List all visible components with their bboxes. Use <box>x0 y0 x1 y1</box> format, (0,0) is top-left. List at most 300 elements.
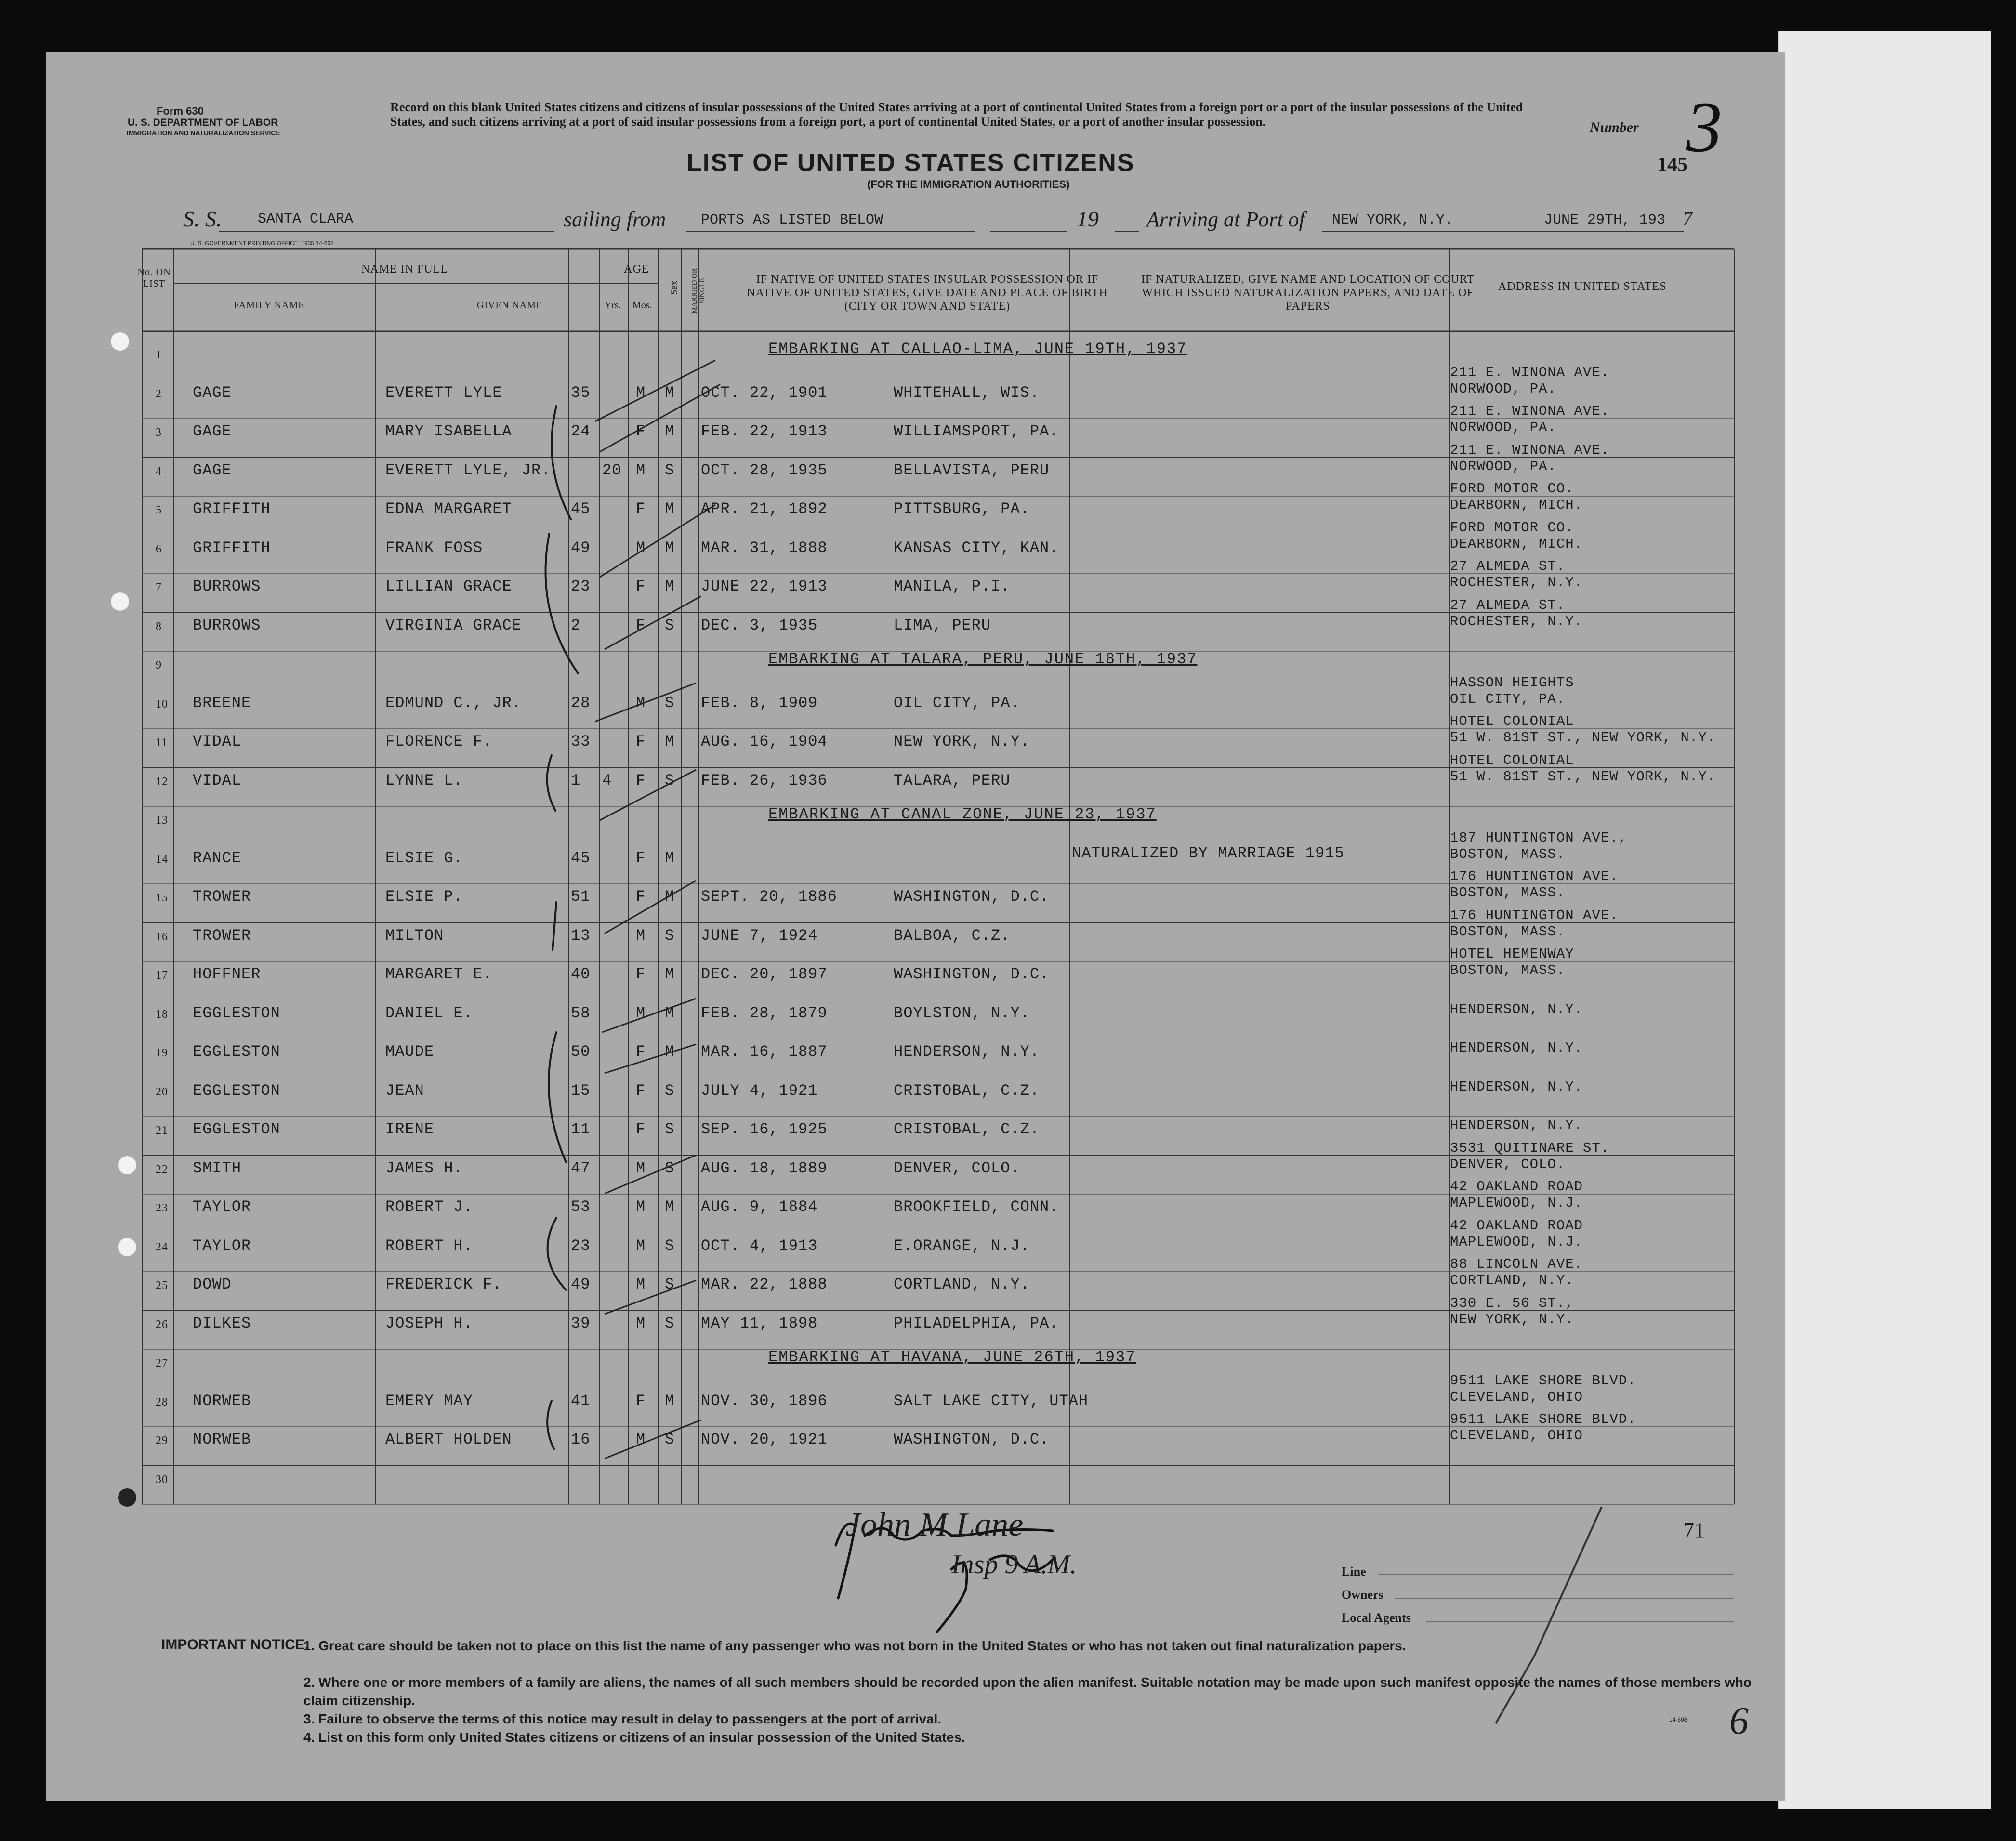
inspector-signature: John M Lane <box>845 1506 1024 1543</box>
manifest-sheet <box>46 52 1785 1801</box>
marital-status: S <box>665 616 675 634</box>
address-line-1: 9511 LAKE SHORE BLVD. <box>1450 1411 1636 1427</box>
address-line-2: HENDERSON, N.Y. <box>1450 1078 1583 1095</box>
birth-date: AUG. 18, 1889 <box>701 1159 828 1177</box>
row-number: 11 <box>156 736 168 749</box>
given-name: MAUDE <box>385 1043 435 1061</box>
bracket-mark <box>547 755 555 811</box>
line-label: Line <box>1342 1565 1366 1578</box>
age-years: 39 <box>571 1314 591 1332</box>
given-name: LILLIAN GRACE <box>385 578 512 595</box>
birth-place: KANSAS CITY, KAN. <box>894 539 1059 557</box>
birth-place: CORTLAND, N.Y. <box>894 1276 1030 1293</box>
birth-place: WILLIAMSPORT, PA. <box>894 422 1059 440</box>
address-line-1: 211 E. WINONA AVE. <box>1450 403 1610 419</box>
age-years: 15 <box>571 1081 591 1100</box>
birth-date: JULY 4, 1921 <box>701 1081 818 1100</box>
marital-status: S <box>665 1276 675 1293</box>
bracket-mark <box>549 1032 566 1162</box>
birth-date: FEB. 26, 1936 <box>701 771 828 789</box>
sex: F <box>636 422 646 440</box>
address-line-2: NORWOOD, PA. <box>1450 381 1556 397</box>
header-address: ADDRESS IN UNITED STATES <box>1498 280 1667 293</box>
age-years: 16 <box>571 1431 591 1448</box>
marital-status: M <box>665 1043 675 1061</box>
row-number: 17 <box>156 969 168 982</box>
age-years: 33 <box>571 733 591 750</box>
sex: F <box>636 1120 646 1138</box>
given-name: EMERY MAY <box>385 1392 473 1410</box>
year-prefix: 19 <box>1077 207 1099 231</box>
given-name: JAMES H. <box>385 1159 463 1177</box>
naturalization-info: NATURALIZED BY MARRIAGE 1915 <box>1072 844 1344 862</box>
family-name: GRIFFITH <box>193 500 271 518</box>
sex: M <box>636 1198 646 1216</box>
sex: F <box>636 1392 646 1410</box>
given-name: JOSEPH H. <box>385 1314 473 1332</box>
address-line-2: OIL CITY, PA. <box>1450 691 1566 707</box>
birth-date: NOV. 30, 1896 <box>701 1392 828 1410</box>
notice-item: 1. Great care should be taken not to place on this list the name of any passenger who was not born in the United States or who has not taken out final naturalization papers. <box>303 1638 1406 1653</box>
address-line-2: 51 W. 81ST ST., NEW YORK, N.Y. <box>1450 768 1716 785</box>
birth-date: AUG. 9, 1884 <box>701 1198 818 1216</box>
birth-place: PITTSBURG, PA. <box>894 500 1030 518</box>
birth-date: APR. 21, 1892 <box>701 500 828 518</box>
row-number: 24 <box>156 1240 168 1253</box>
marital-status: S <box>665 694 675 712</box>
row-number: 23 <box>156 1202 168 1214</box>
family-name: DOWD <box>193 1276 232 1293</box>
age-years: 40 <box>571 965 591 983</box>
given-name: EVERETT LYLE, JR. <box>385 461 551 479</box>
sex: M <box>636 383 646 402</box>
marital-status: M <box>665 1392 675 1410</box>
age-years: 47 <box>571 1159 591 1177</box>
birth-place: BELLAVISTA, PERU <box>894 461 1050 479</box>
departure-ports: PORTS AS LISTED BELOW <box>701 212 883 228</box>
address-line-1: 330 E. 56 ST., <box>1450 1295 1574 1311</box>
arriving-label: Arriving at Port of <box>1146 208 1305 231</box>
address-line-2: NORWOOD, PA. <box>1450 458 1556 474</box>
given-name: IRENE <box>385 1120 435 1138</box>
address-line-2: BOSTON, MASS. <box>1450 846 1566 862</box>
header-given-name: GIVEN NAME <box>477 300 543 311</box>
row-number: 7 <box>156 581 162 594</box>
row-number: 3 <box>156 426 162 439</box>
given-name: EDMUND C., JR. <box>385 694 522 712</box>
header-name-in-full: NAME IN FULL <box>361 263 448 276</box>
header-years: Yrs. <box>605 300 621 311</box>
address-line-1: 88 LINCOLN AVE. <box>1450 1256 1583 1272</box>
corner-mark: 6 <box>1729 1700 1749 1742</box>
address-line-1: 3531 QUITINARE ST. <box>1450 1140 1610 1156</box>
given-name: VIRGINIA GRACE <box>385 616 522 634</box>
row-number: 8 <box>156 620 162 633</box>
age-years: 23 <box>571 578 591 595</box>
birth-place: BOYLSTON, N.Y. <box>894 1004 1030 1022</box>
age-years: 2 <box>571 616 581 634</box>
bracket-mark <box>553 902 556 950</box>
age-years: 23 <box>571 1236 591 1255</box>
birth-place: HENDERSON, N.Y. <box>894 1043 1040 1061</box>
age-years: 24 <box>571 422 591 440</box>
address-line-1: FORD MOTOR CO. <box>1450 519 1574 536</box>
birth-date: DEC. 3, 1935 <box>701 616 818 634</box>
row-number: 28 <box>156 1395 168 1408</box>
bracket-mark <box>546 534 579 673</box>
marital-status: M <box>665 965 675 983</box>
marital-status: S <box>665 1081 675 1100</box>
ss-label: S. S. <box>183 207 222 231</box>
row-number: 2 <box>156 387 162 400</box>
birth-date: FEB. 28, 1879 <box>701 1004 828 1022</box>
address-line-2: ROCHESTER, N.Y. <box>1450 575 1583 591</box>
sex: M <box>636 1314 646 1332</box>
inspection-note: Insp 9 A.M. <box>951 1550 1077 1579</box>
age-months: 4 <box>602 771 612 789</box>
marital-status: S <box>665 1236 675 1255</box>
family-name: HOFFNER <box>193 965 261 983</box>
owners-label: Owners <box>1342 1588 1384 1602</box>
sex: F <box>636 733 646 750</box>
footer-code: 14-608 <box>1669 1716 1687 1723</box>
age-years: 11 <box>571 1120 591 1138</box>
sex: F <box>636 1081 646 1100</box>
address-line-2: BOSTON, MASS. <box>1450 923 1566 940</box>
row-number: 26 <box>156 1318 168 1331</box>
sex: F <box>636 849 646 867</box>
sex: M <box>636 1276 646 1293</box>
row-number: 9 <box>156 659 162 671</box>
form-title: LIST OF UNITED STATES CITIZENS <box>686 149 1135 177</box>
row-number: 13 <box>156 814 168 827</box>
family-name: EGGLESTON <box>193 1004 280 1022</box>
marital-status: M <box>665 888 675 906</box>
birth-date: OCT. 22, 1901 <box>701 383 828 402</box>
family-name: GAGE <box>193 422 232 440</box>
section-heading: EMBARKING AT CANAL ZONE, JUNE 23, 1937 <box>768 805 1157 823</box>
count-annotation: 71 <box>1684 1518 1705 1542</box>
section-heading: EMBARKING AT CALLAO-LIMA, JUNE 19TH, 1937 <box>768 340 1187 358</box>
birth-date: SEPT. 20, 1886 <box>701 888 837 906</box>
arrival-port: NEW YORK, N.Y. <box>1332 212 1454 228</box>
age-months: 20 <box>602 461 622 479</box>
given-name: ROBERT J. <box>385 1198 473 1216</box>
birth-date: AUG. 16, 1904 <box>701 733 828 750</box>
age-years: 35 <box>571 383 591 402</box>
row-number: 16 <box>156 930 168 943</box>
birth-place: PHILADELPHIA, PA. <box>894 1314 1059 1332</box>
birth-date: MAY 11, 1898 <box>701 1314 818 1332</box>
given-name: FRANK FOSS <box>385 539 483 557</box>
sex: F <box>636 616 646 634</box>
marital-status: M <box>665 849 675 867</box>
birth-date: FEB. 22, 1913 <box>701 422 828 440</box>
row-number: 6 <box>156 542 162 555</box>
address-line-2: CLEVELAND, OHIO <box>1450 1428 1583 1444</box>
bracket-mark <box>547 1401 554 1449</box>
form-intro: Record on this blank United States citizens and citizens of insular possessions of the United States arriving at a port of continental United States from a foreign port or a port of the insular possessions of the United States, and such citizens arriving at a port of said insular possessions from a foreign port, a port of continental United States, or a port of another insular possession. <box>390 100 1523 129</box>
family-name: GRIFFITH <box>193 539 271 557</box>
family-name: EGGLESTON <box>193 1120 280 1138</box>
birth-place: WHITEHALL, WIS. <box>894 383 1040 402</box>
address-line-2: CLEVELAND, OHIO <box>1450 1389 1583 1405</box>
given-name: MILTON <box>385 926 444 945</box>
address-line-2: MAPLEWOOD, N.J. <box>1450 1234 1583 1250</box>
address-line-1: 211 E. WINONA AVE. <box>1450 442 1610 458</box>
age-years: 49 <box>571 1276 591 1293</box>
birth-date: NOV. 20, 1921 <box>701 1431 828 1448</box>
given-name: EVERETT LYLE <box>385 383 502 402</box>
sex: M <box>636 461 646 479</box>
punch-hole <box>111 592 129 611</box>
row-number: 30 <box>156 1473 168 1486</box>
given-name: MARY ISABELLA <box>385 422 512 440</box>
sex: F <box>636 500 646 518</box>
sex: F <box>636 965 646 983</box>
birth-date: MAR. 22, 1888 <box>701 1276 828 1293</box>
row-number: 27 <box>156 1357 168 1369</box>
address-line-1: 42 OAKLAND ROAD <box>1450 1217 1583 1234</box>
given-name: FLORENCE F. <box>385 733 493 750</box>
local-agents-label: Local Agents <box>1342 1611 1411 1625</box>
marital-status: M <box>665 383 675 402</box>
row-number: 22 <box>156 1163 168 1176</box>
family-name: SMITH <box>193 1159 242 1177</box>
row-number: 12 <box>156 775 168 788</box>
family-name: VIDAL <box>193 733 242 750</box>
age-years: 1 <box>571 771 581 789</box>
notice-item: 3. Failure to observe the terms of this notice may result in delay to passengers at the port of arrival. <box>303 1711 942 1726</box>
age-years: 28 <box>571 694 591 712</box>
marital-status: M <box>665 500 675 518</box>
age-years: 51 <box>571 888 591 906</box>
birth-place: SALT LAKE CITY, UTAH <box>894 1392 1089 1410</box>
address-line-2: HENDERSON, N.Y. <box>1450 1040 1583 1056</box>
row-number: 15 <box>156 892 168 904</box>
address-line-2: ROCHESTER, N.Y. <box>1450 613 1583 630</box>
address-line-1: 9511 LAKE SHORE BLVD. <box>1450 1372 1636 1389</box>
birth-date: MAR. 16, 1887 <box>701 1043 828 1061</box>
row-number: 1 <box>156 349 162 361</box>
birth-place: MANILA, P.I. <box>894 578 1011 595</box>
birth-place: OIL CITY, PA. <box>894 694 1020 712</box>
family-name: TAYLOR <box>193 1198 251 1216</box>
arrival-year-handwritten: 7 <box>1683 208 1692 229</box>
address-line-2: DEARBORN, MICH. <box>1450 536 1583 552</box>
given-name: ROBERT H. <box>385 1236 473 1255</box>
family-name: TROWER <box>193 888 251 906</box>
family-name: NORWEB <box>193 1392 251 1410</box>
family-name: BURROWS <box>193 616 261 634</box>
given-name: LYNNE L. <box>385 771 463 789</box>
address-line-2: DENVER, COLO. <box>1450 1156 1566 1172</box>
address-line-2: 51 W. 81ST ST., NEW YORK, N.Y. <box>1450 730 1716 746</box>
birth-date: DEC. 20, 1897 <box>701 965 828 983</box>
form-subtitle: (FOR THE IMMIGRATION AUTHORITIES) <box>867 178 1070 190</box>
age-years: 53 <box>571 1198 591 1216</box>
service-name: IMMIGRATION AND NATURALIZATION SERVICE <box>127 129 280 137</box>
family-name: BREENE <box>193 694 251 712</box>
birth-date: JUNE 7, 1924 <box>701 926 818 945</box>
sex: M <box>636 926 646 945</box>
family-name: DILKES <box>193 1314 251 1332</box>
birth-date: FEB. 8, 1909 <box>701 694 818 712</box>
given-name: ELSIE G. <box>385 849 463 867</box>
birth-place: NEW YORK, N.Y. <box>894 733 1030 750</box>
given-name: EDNA MARGARET <box>385 500 512 518</box>
family-name: EGGLESTON <box>193 1043 280 1061</box>
marital-status: S <box>665 771 675 789</box>
bracket-mark <box>548 1218 566 1290</box>
birth-place: WASHINGTON, D.C. <box>894 965 1050 983</box>
family-name: GAGE <box>193 461 232 479</box>
birth-place: E.ORANGE, N.J. <box>894 1236 1030 1255</box>
section-heading: EMBARKING AT TALARA, PERU, JUNE 18TH, 1937 <box>768 650 1198 668</box>
row-number: 14 <box>156 853 168 866</box>
header-sex: Sex <box>669 280 680 295</box>
row-number: 19 <box>156 1047 168 1059</box>
address-line-1: 211 E. WINONA AVE. <box>1450 364 1610 381</box>
given-name: ELSIE P. <box>385 888 463 906</box>
department-name: U. S. DEPARTMENT OF LABOR <box>128 117 278 128</box>
address-line-2: CORTLAND, N.Y. <box>1450 1273 1574 1289</box>
section-heading: EMBARKING AT HAVANA, JUNE 26TH, 1937 <box>768 1348 1136 1366</box>
address-line-1: 27 ALMEDA ST. <box>1450 558 1566 574</box>
birth-place: TALARA, PERU <box>894 771 1011 789</box>
row-number: 10 <box>156 697 168 710</box>
row-number: 18 <box>156 1008 168 1021</box>
row-number: 29 <box>156 1434 168 1447</box>
family-name: EGGLESTON <box>193 1081 280 1100</box>
header-married-single: MARRIED OR SINGLE <box>691 268 706 314</box>
marital-status: M <box>665 578 675 595</box>
birth-date: OCT. 28, 1935 <box>701 461 828 479</box>
address-line-2: DEARBORN, MICH. <box>1450 497 1583 513</box>
address-line-2: BOSTON, MASS. <box>1450 885 1566 901</box>
given-name: MARGARET E. <box>385 965 493 983</box>
sex: M <box>636 1236 646 1255</box>
notice-item: 2. Where one or more members of a family are aliens, the names of all such members should be recorded upon the alien manifest. Suitable notation may be made upon such manifest opposite the names of those members who claim citizenship. <box>303 1675 1752 1708</box>
sex: F <box>636 1043 646 1061</box>
form-number: Form 630 <box>157 105 204 117</box>
sailing-from-label: sailing from <box>564 208 666 231</box>
marital-status: S <box>665 1120 675 1138</box>
birth-place: LIMA, PERU <box>894 616 991 634</box>
marital-status: M <box>665 1004 675 1022</box>
header-naturalized: IF NATURALIZED, GIVE NAME AND LOCATION OF COURT WHICH ISSUED NATURALIZATION PAPERS, AND DATE OF PAPERS <box>1141 273 1475 313</box>
address-line-1: 42 OAKLAND ROAD <box>1450 1179 1583 1195</box>
marital-status: S <box>665 1159 675 1177</box>
sex: F <box>636 888 646 906</box>
age-years: 58 <box>571 1004 591 1022</box>
sex: M <box>636 539 646 557</box>
address-line-1: 176 HUNTINGTON AVE. <box>1450 907 1619 923</box>
age-years: 41 <box>571 1392 591 1410</box>
family-name: GAGE <box>193 383 232 402</box>
address-line-1: HOTEL HEMENWAY <box>1450 946 1574 962</box>
marital-status: S <box>665 926 675 945</box>
birth-date: MAR. 31, 1888 <box>701 539 828 557</box>
family-name: BURROWS <box>193 578 261 595</box>
family-name: TROWER <box>193 926 251 945</box>
address-line-2: MAPLEWOOD, N.J. <box>1450 1195 1583 1211</box>
address-line-1: 27 ALMEDA ST. <box>1450 597 1566 613</box>
notice-heading: IMPORTANT NOTICE. <box>161 1637 309 1653</box>
punch-hole <box>118 1238 136 1256</box>
age-years: 49 <box>571 539 591 557</box>
address-line-1: HOTEL COLONIAL <box>1450 713 1574 729</box>
sex: M <box>636 1159 646 1177</box>
sex: F <box>636 578 646 595</box>
row-number: 20 <box>156 1085 168 1098</box>
address-line-2: NORWOOD, PA. <box>1450 420 1556 435</box>
page-stamp: 145 <box>1657 154 1687 176</box>
ship-name: SANTA CLARA <box>258 211 354 227</box>
age-years: 45 <box>571 849 591 867</box>
header-family-name: FAMILY NAME <box>234 300 305 311</box>
address-line-1: FORD MOTOR CO. <box>1450 481 1574 497</box>
sex: M <box>636 1431 646 1448</box>
punch-hole <box>118 1488 136 1507</box>
family-name: NORWEB <box>193 1431 251 1448</box>
birth-place: CRISTOBAL, C.Z. <box>894 1120 1040 1138</box>
address-line-2: HENDERSON, N.Y. <box>1450 1001 1583 1017</box>
address-line-2: NEW YORK, N.Y. <box>1450 1311 1574 1328</box>
header-age: AGE <box>624 263 649 276</box>
given-name: FREDERICK F. <box>385 1276 502 1293</box>
header-birth: IF NATIVE OF UNITED STATES INSULAR POSSESSION OR IF NATIVE OF UNITED STATES, GIVE DATE AND PLACE OF BIRTH (CITY OR TOWN AND STATE) <box>747 273 1108 313</box>
list-number: 3 <box>1686 87 1722 167</box>
address-line-1: 176 HUNTINGTON AVE. <box>1450 868 1619 884</box>
age-years: 45 <box>571 500 591 518</box>
birth-place: BALBOA, C.Z. <box>894 926 1011 945</box>
back-sheet <box>1778 31 1991 1809</box>
marital-status: S <box>665 1314 675 1332</box>
birth-place: CRISTOBAL, C.Z. <box>894 1081 1040 1100</box>
sex: M <box>636 1004 646 1022</box>
address-line-2: BOSTON, MASS. <box>1450 962 1566 978</box>
given-name: ALBERT HOLDEN <box>385 1431 512 1448</box>
arrival-date: JUNE 29TH, 193 <box>1544 212 1666 228</box>
age-years: 13 <box>571 926 591 945</box>
punch-hole <box>118 1156 136 1174</box>
marital-status: M <box>665 539 675 557</box>
row-number: 4 <box>156 465 162 478</box>
birth-place: WASHINGTON, D.C. <box>894 888 1050 906</box>
given-name: JEAN <box>385 1081 424 1100</box>
birth-date: JUNE 22, 1913 <box>701 578 828 595</box>
birth-date: SEP. 16, 1925 <box>701 1120 828 1138</box>
family-name: RANCE <box>193 849 242 867</box>
sex: F <box>636 771 646 789</box>
sex: M <box>636 694 646 712</box>
address-line-1: HOTEL COLONIAL <box>1450 752 1574 768</box>
marital-status: S <box>665 1431 675 1448</box>
print-note: U. S. GOVERNMENT PRINTING OFFICE: 1935 14-608 <box>190 240 334 247</box>
birth-place: BROOKFIELD, CONN. <box>894 1198 1059 1216</box>
header-months: Mos. <box>632 300 652 311</box>
marital-status: M <box>665 733 675 750</box>
given-name: DANIEL E. <box>385 1004 473 1022</box>
address-line-2: HENDERSON, N.Y. <box>1450 1118 1583 1133</box>
birth-place: DENVER, COLO. <box>894 1159 1020 1177</box>
row-number: 21 <box>156 1124 168 1137</box>
birth-place: WASHINGTON, D.C. <box>894 1431 1050 1448</box>
bracket-mark <box>552 406 571 519</box>
address-line-1: 187 HUNTINGTON AVE., <box>1450 829 1628 846</box>
header-no-on-list: No. ON LIST <box>137 267 171 289</box>
